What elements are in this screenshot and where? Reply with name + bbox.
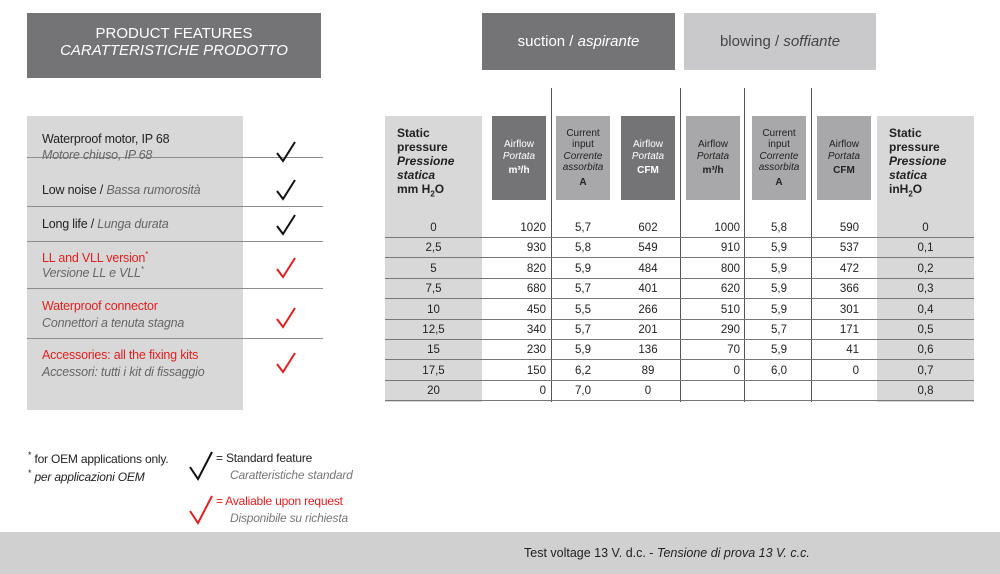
cell-static-pressure-mm: 12,5: [422, 324, 445, 336]
legend-request-it: Disponibile su richiesta: [230, 511, 348, 525]
legend-oem-en: [28, 450, 168, 466]
header-line-it: Pressione: [397, 154, 455, 168]
feature-label-it: Accessori: tutti i kit di fissaggio: [42, 365, 205, 379]
cell-suction-current: 7,0: [575, 385, 591, 398]
feature-item-accessories: [27, 339, 323, 387]
footnote-star: *: [28, 468, 32, 478]
col-line-it: Portata: [631, 150, 665, 162]
feature-label: Accessories: all the fixing kits: [42, 348, 199, 362]
cell-blowing-current: 5,9: [771, 283, 787, 296]
unit-sub: 2: [908, 189, 913, 199]
check-request-icon: [275, 256, 297, 280]
suction-label: suction /: [517, 33, 574, 50]
footnote-star: *: [28, 450, 32, 460]
table-row: [385, 321, 974, 340]
check-standard-icon: [275, 213, 297, 237]
product-features-header: [27, 13, 321, 78]
blowing-label: blowing /: [719, 33, 780, 50]
col-header-suction-airflow-m3h: [492, 116, 546, 200]
cell-suction-airflow-cfm: 89: [641, 364, 655, 377]
cell-static-pressure-mm: 17,5: [422, 364, 445, 377]
cell-blowing-airflow-m3h: 1000: [714, 222, 740, 234]
col-unit: CFM: [833, 165, 855, 177]
legend-standard-en: = Standard feature: [216, 451, 313, 465]
cell-static-pressure-in: 0,8: [917, 385, 934, 398]
cell-blowing-airflow-cfm: 41: [846, 344, 859, 357]
cell-suction-airflow-cfm: 602: [638, 222, 658, 234]
col-line: Current: [566, 127, 600, 139]
col-line: Airflow: [828, 139, 859, 151]
feature-label: Waterproof connector: [42, 299, 158, 313]
cell-blowing-airflow-cfm: 171: [839, 324, 859, 336]
table-row: [385, 219, 974, 238]
cell-blowing-current: 5,7: [771, 324, 787, 336]
cell-blowing-airflow-cfm: 0: [852, 364, 859, 377]
cell-suction-current: 5,7: [575, 324, 591, 336]
table-row: [385, 301, 974, 320]
feature-item-long-life: [27, 207, 323, 242]
legend-oem-it: [28, 468, 145, 484]
cell-static-pressure-in: 0,5: [917, 324, 934, 336]
cell-blowing-airflow-m3h: 620: [720, 283, 740, 296]
cell-static-pressure-in: 0,1: [917, 242, 934, 255]
cell-blowing-current: 5,9: [771, 262, 787, 275]
cell-suction-airflow-m3h: 150: [526, 364, 546, 377]
feature-label: Low noise /: [42, 183, 107, 197]
cell-blowing-current: 5,9: [771, 303, 787, 316]
feature-item-waterproof-motor: [27, 116, 323, 162]
check-request-icon: [188, 494, 214, 526]
footnote-star: *: [140, 265, 144, 274]
cell-blowing-airflow-m3h: 510: [720, 303, 740, 316]
cell-blowing-current: 6,0: [771, 364, 787, 377]
feature-label: LL and VLL version: [42, 251, 146, 266]
cell-suction-airflow-cfm: 0: [644, 385, 652, 398]
col-line-it: assorbita: [562, 162, 604, 174]
header-line: Static: [397, 126, 430, 140]
cell-suction-current: 5,5: [575, 303, 591, 316]
cell-static-pressure-mm: 15: [427, 344, 440, 357]
unit: inH: [889, 182, 909, 196]
col-line-it: Portata: [827, 150, 861, 162]
cell-static-pressure-mm: 2,5: [425, 242, 442, 255]
cell-static-pressure-in: 0,4: [917, 303, 934, 316]
col-line: Airflow: [697, 139, 728, 151]
footer-text-en: Test voltage 13 V. d.c. -: [524, 546, 657, 560]
col-line-it: Corrente: [563, 150, 603, 162]
check-request-icon: [275, 351, 297, 375]
header-line-it: Pressione: [889, 154, 947, 168]
cell-suction-airflow-cfm: 549: [638, 242, 658, 255]
header-line: pressure: [889, 140, 940, 154]
table-row: [385, 239, 974, 258]
cell-suction-current: 5,9: [575, 262, 591, 275]
cell-suction-airflow-m3h: 930: [526, 242, 546, 255]
cell-suction-airflow-m3h: 680: [526, 283, 546, 296]
feature-label-it: Connettori a tenuta stagna: [42, 316, 185, 330]
cell-suction-airflow-m3h: 1020: [520, 222, 546, 234]
cell-suction-airflow-cfm: 401: [638, 283, 658, 296]
cell-suction-airflow-m3h: 0: [539, 385, 546, 398]
cell-suction-current: 6,2: [575, 364, 591, 377]
cell-suction-current: 5,7: [575, 222, 591, 234]
cell-static-pressure-mm: 10: [427, 303, 440, 316]
col-line: input: [572, 139, 594, 151]
feature-item-low-noise: [27, 158, 323, 207]
col-line-it: assorbita: [758, 162, 800, 174]
feature-label: Long life /: [42, 217, 98, 231]
col-unit: m³/h: [508, 165, 530, 177]
check-request-icon: [275, 306, 297, 330]
cell-suction-airflow-m3h: 820: [526, 262, 546, 275]
header-line: pressure: [397, 140, 448, 154]
unit: mm H: [397, 182, 431, 196]
col-unit: A: [775, 176, 783, 188]
legend-text: per applicazioni OEM: [34, 470, 145, 484]
feature-item-ll-vll-version: [27, 242, 323, 289]
cell-suction-airflow-cfm: 201: [638, 324, 658, 336]
cell-static-pressure-in: 0,7: [917, 364, 934, 377]
cell-blowing-current: 5,9: [771, 242, 787, 255]
cell-suction-current: 5,7: [575, 283, 591, 296]
header-line-it: statica: [889, 168, 928, 182]
check-standard-icon: [188, 450, 214, 482]
feature-label-it: Bassa rumorosità: [106, 183, 201, 197]
cell-blowing-airflow-m3h: 0: [733, 364, 740, 377]
cell-suction-airflow-cfm: 136: [638, 344, 658, 357]
col-line: Airflow: [632, 139, 663, 151]
static-pressure-in-header: [877, 116, 974, 218]
legend-standard-it: Caratteristiche standard: [230, 468, 353, 482]
col-unit: A: [579, 176, 587, 188]
cell-suction-airflow-m3h: 230: [526, 344, 546, 357]
col-unit: CFM: [637, 165, 659, 177]
table-row: [385, 362, 974, 381]
cell-blowing-current: 5,8: [771, 222, 787, 234]
unit-sub: 2: [430, 189, 435, 199]
feature-label-it: Motore chiuso, IP 68: [42, 148, 153, 162]
feature-label: Waterproof motor, IP 68: [42, 132, 170, 146]
cell-blowing-airflow-m3h: 70: [727, 344, 740, 357]
col-line-it: Portata: [502, 150, 536, 162]
col-header-suction-current: [556, 116, 610, 200]
footer-test-voltage: [524, 546, 810, 560]
col-line: Current: [762, 127, 796, 139]
cell-suction-airflow-cfm: 266: [638, 303, 658, 316]
cell-suction-airflow-cfm: 484: [638, 262, 658, 275]
cell-static-pressure-mm: 5: [430, 262, 437, 275]
table-row: [385, 260, 974, 279]
legend-text: for OEM applications only.: [34, 452, 169, 466]
cell-blowing-airflow-cfm: 537: [839, 242, 859, 255]
cell-static-pressure-mm: 7,5: [425, 283, 442, 296]
blowing-label-it: soffiante: [783, 33, 841, 50]
col-header-blowing-current: [752, 116, 806, 200]
product-features-title-it: CARATTERISTICHE PRODOTTO: [60, 42, 288, 59]
cell-blowing-airflow-m3h: 290: [720, 324, 740, 336]
cell-suction-airflow-m3h: 450: [526, 303, 546, 316]
cell-blowing-airflow-cfm: 366: [839, 283, 859, 296]
cell-static-pressure-in: 0,2: [917, 262, 934, 275]
col-line-it: Portata: [696, 150, 730, 162]
cell-blowing-airflow-cfm: 590: [839, 222, 859, 234]
feature-label-it: Lunga durata: [97, 217, 169, 231]
feature-label-it: Versione LL e VLL: [42, 266, 141, 281]
col-line-it: Corrente: [759, 150, 799, 162]
col-unit: m³/h: [702, 165, 724, 177]
col-line: input: [768, 139, 790, 151]
footnote-star: *: [145, 250, 149, 259]
cell-static-pressure-mm: 0: [430, 222, 437, 234]
cell-suction-airflow-m3h: 340: [526, 324, 546, 336]
product-features-title: PRODUCT FEATURES: [95, 25, 253, 42]
col-header-blowing-airflow-m3h: [686, 116, 740, 200]
cell-blowing-airflow-m3h: 800: [720, 262, 740, 275]
header-line: Static: [889, 126, 922, 140]
unit-end: O: [912, 182, 923, 196]
footer-text-it: Tensione di prova 13 V. c.c.: [656, 546, 810, 560]
feature-item-waterproof-connector: [27, 289, 323, 339]
cell-blowing-current: 5,9: [771, 344, 787, 357]
cell-suction-current: 5,9: [575, 344, 591, 357]
cell-static-pressure-mm: 20: [427, 385, 440, 398]
suction-label-it: aspirante: [577, 33, 640, 50]
cell-suction-current: 5,8: [575, 242, 591, 255]
blowing-header: [684, 13, 876, 70]
cell-blowing-airflow-m3h: 910: [720, 242, 740, 255]
col-header-suction-airflow-cfm: [621, 116, 675, 200]
header-line-it: statica: [397, 168, 436, 182]
cell-static-pressure-in: 0: [922, 222, 929, 234]
cell-static-pressure-in: 0,3: [917, 283, 934, 296]
static-pressure-mm-header: [385, 116, 482, 218]
cell-blowing-airflow-cfm: 472: [839, 262, 859, 275]
suction-header: [482, 13, 675, 70]
table-row: [385, 280, 974, 299]
table-row: [385, 382, 974, 401]
footer-bar: [0, 532, 1000, 574]
cell-blowing-airflow-cfm: 301: [839, 303, 859, 316]
col-line: Airflow: [503, 139, 534, 151]
table-row: [385, 341, 974, 360]
legend-request-en: = Avaliable upon request: [216, 494, 343, 508]
cell-static-pressure-in: 0,6: [917, 344, 934, 357]
check-standard-icon: [275, 178, 297, 202]
col-header-blowing-airflow-cfm: [817, 116, 871, 200]
unit-end: O: [434, 182, 445, 196]
